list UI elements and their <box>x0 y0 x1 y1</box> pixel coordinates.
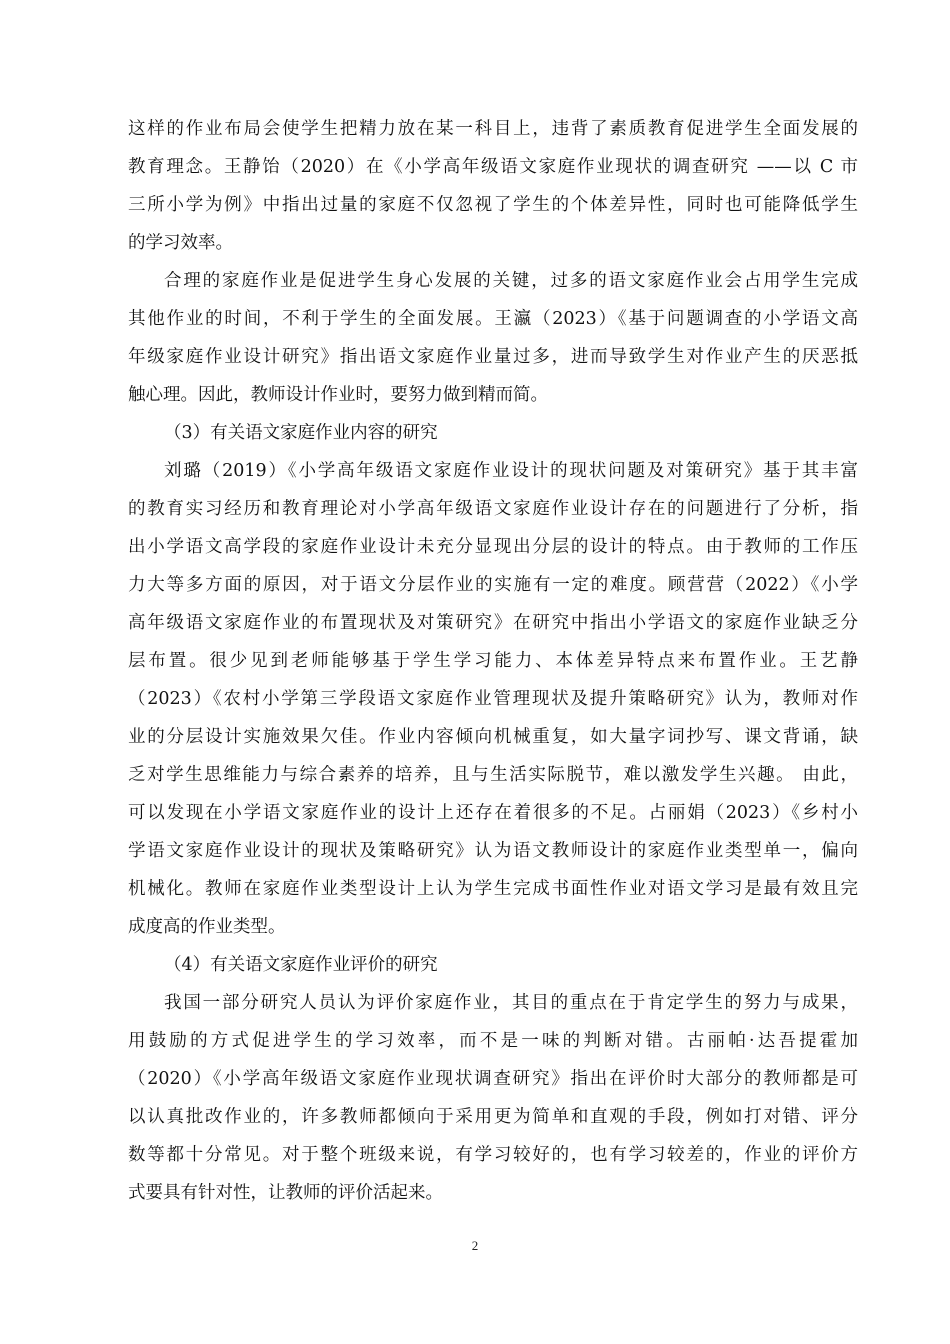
text-line: 的学习效率。 <box>128 233 233 253</box>
section-heading <box>128 414 858 452</box>
body-paragraph <box>128 110 858 262</box>
text-line: 以认真批改作业的，许多教师都倾向于采用更为简单和直观的手段，例如打对错、评分 <box>128 1107 858 1127</box>
text-line: 三所小学为例》中指出过量的家庭不仅忽视了学生的个体差异性，同时也可能降低学生 <box>128 195 858 215</box>
text-line: 乏对学生思维能力与综合素养的培养，且与生活实际脱节，难以激发学生兴趣。 由此， <box>128 765 858 785</box>
text-line: 成度高的作业类型。 <box>128 917 286 937</box>
section-heading <box>128 946 858 984</box>
text-line: 数等都十分常见。对于整个班级来说，有学习较好的，也有学习较差的，作业的评价方 <box>128 1145 858 1165</box>
text-line: （2020）《小学高年级语文家庭作业现状调查研究》指出在评价时大部分的教师都是可 <box>128 1069 858 1089</box>
text-line: 合理的家庭作业是促进学生身心发展的关键，过多的语文家庭作业会占用学生完成 <box>164 271 858 291</box>
body-paragraph <box>128 984 858 1212</box>
page-number: 2 <box>471 1238 479 1253</box>
text-line: 这样的作业布局会使学生把精力放在某一科目上，违背了素质教育促进学生全面发展的 <box>128 119 858 139</box>
text-line: 机械化。教师在家庭作业类型设计上认为学生完成书面性作业对语文学习是最有效且完 <box>128 879 858 899</box>
text-line: 高年级语文家庭作业的布置现状及对策研究》在研究中指出小学语文的家庭作业缺乏分 <box>128 613 858 633</box>
text-line: （3）有关语文家庭作业内容的研究 <box>164 423 438 443</box>
body-paragraph <box>128 262 858 414</box>
text-line: （2023）《农村小学第三学段语文家庭作业管理现状及提升策略研究》认为，教师对作 <box>128 689 858 709</box>
text-line: 我国一部分研究人员认为评价家庭作业，其目的重点在于肯定学生的努力与成果， <box>164 993 858 1013</box>
text-line: 力大等多方面的原因，对于语文分层作业的实施有一定的难度。顾营营（2022）《小学 <box>128 575 858 595</box>
body-paragraph <box>128 452 858 946</box>
text-line: 用鼓励的方式促进学生的学习效率，而不是一味的判断对错。古丽帕·达吾提霍加 <box>128 1031 858 1051</box>
text-line: 刘璐（2019）《小学高年级语文家庭作业设计的现状问题及对策研究》基于其丰富 <box>164 461 858 481</box>
text-line: 层布置。很少见到老师能够基于学生学习能力、本体差异特点来布置作业。王艺静 <box>128 651 858 671</box>
text-line: 的教育实习经历和教育理论对小学高年级语文家庭作业设计存在的问题进行了分析，指 <box>128 499 858 519</box>
text-line: 可以发现在小学语文家庭作业的设计上还存在着很多的不足。占丽娟（2023）《乡村小 <box>128 803 858 823</box>
text-line: 年级家庭作业设计研究》指出语文家庭作业量过多，进而导致学生对作业产生的厌恶抵 <box>128 347 858 367</box>
text-line: 出小学语文高学段的家庭作业设计未充分显现出分层的设计的特点。由于教师的工作压 <box>128 537 858 557</box>
text-line: （4）有关语文家庭作业评价的研究 <box>164 955 438 975</box>
text-line: 式要具有针对性，让教师的评价活起来。 <box>128 1183 443 1203</box>
text-line: 学语文家庭作业设计的现状及策略研究》认为语文教师设计的家庭作业类型单一，偏向 <box>128 841 858 861</box>
document-body <box>128 110 858 1212</box>
text-line: 业的分层设计实施效果欠佳。作业内容倾向机械重复，如大量字词抄写、课文背诵，缺 <box>128 727 858 747</box>
text-line: 其他作业的时间，不利于学生的全面发展。王瀛（2023）《基于问题调查的小学语文高 <box>128 309 858 329</box>
text-line: 教育理念。王静饴（2020）在《小学高年级语文家庭作业现状的调查研究 ——以 C 市 <box>128 157 858 177</box>
text-line: 触心理。因此，教师设计作业时，要努力做到精而简。 <box>128 385 548 405</box>
